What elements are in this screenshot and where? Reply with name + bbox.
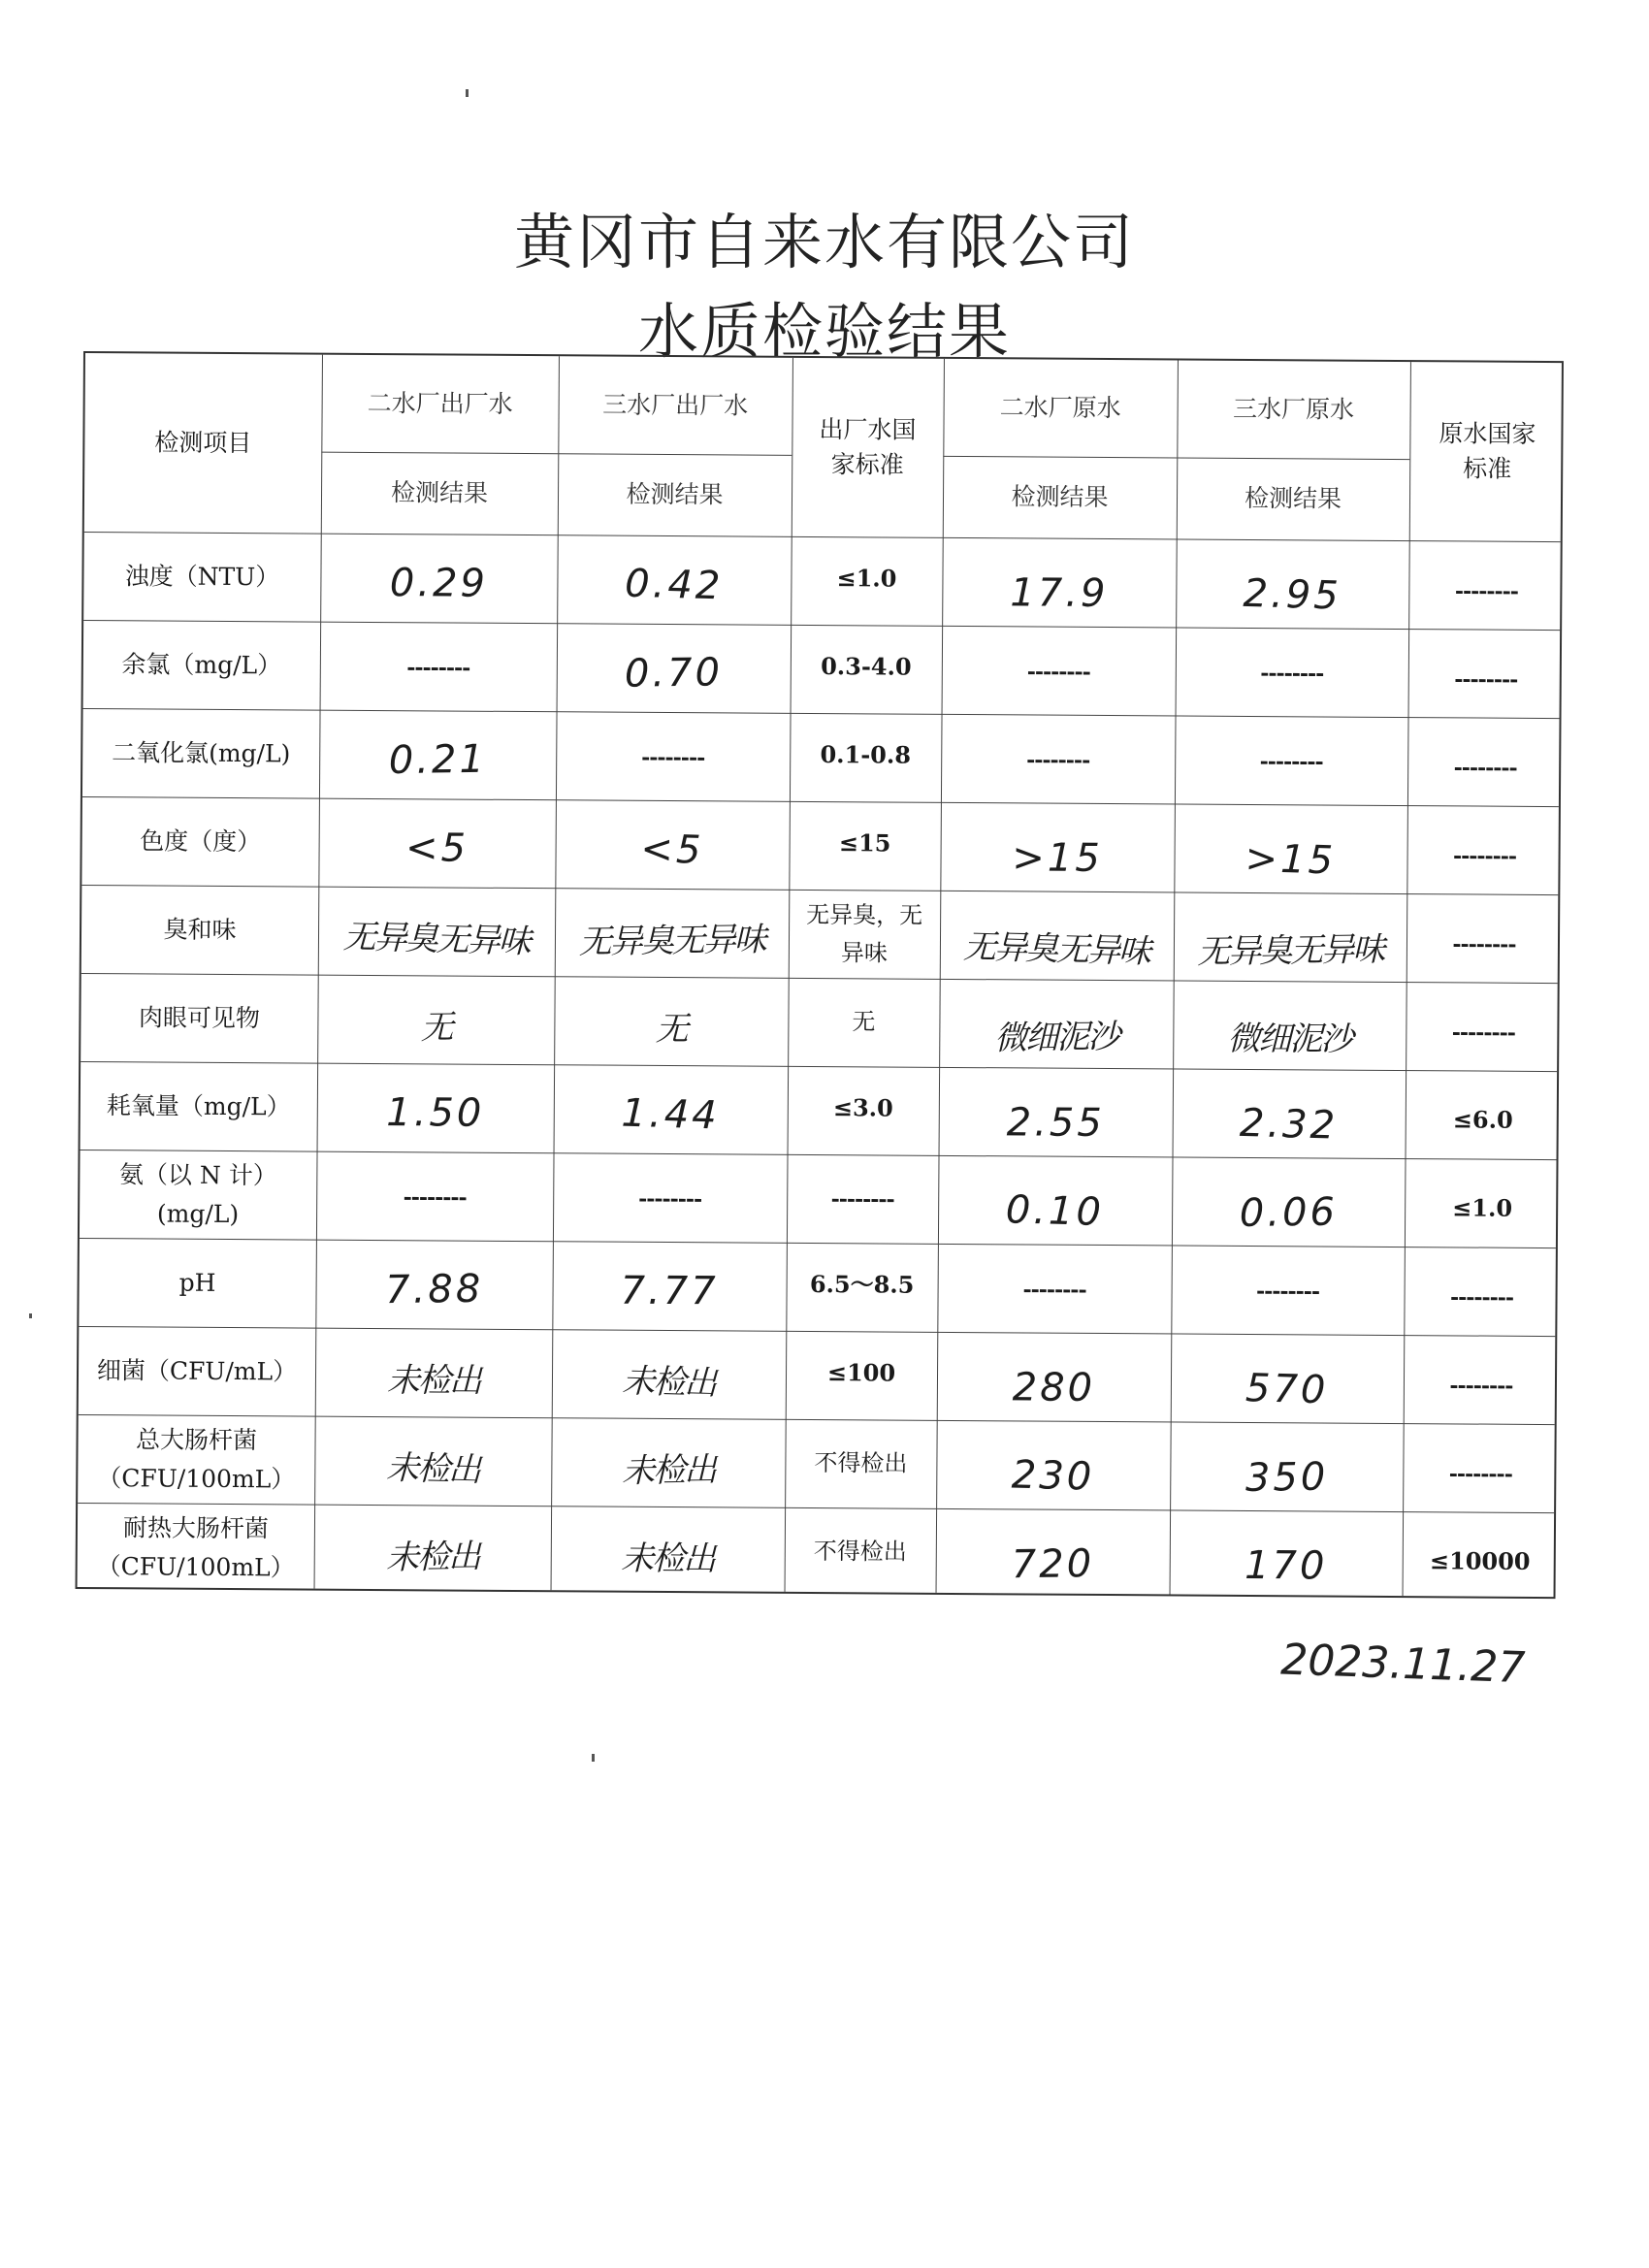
report-title: 水质检验结果 xyxy=(637,296,1011,367)
standard-value: 无异臭，无异味 xyxy=(806,901,923,967)
raw-standard-value: -------- xyxy=(1452,930,1516,957)
header-raw-standard: 原水国家标准 xyxy=(1439,419,1536,483)
row-label: 浊度（NTU） xyxy=(124,561,280,591)
row-label: 色度（度） xyxy=(140,826,262,856)
header-result-sub: 检测结果 xyxy=(390,477,489,507)
cell-dash: -------- xyxy=(1259,749,1323,775)
handwritten-value: <5 xyxy=(639,826,705,873)
handwritten-value: 微细泥沙 xyxy=(993,1017,1119,1058)
handwritten-value: 0.06 xyxy=(1239,1189,1339,1236)
header-item: 检测项目 xyxy=(154,428,252,458)
standard-value: 不得检出 xyxy=(813,1538,907,1566)
header-out-standard: 出厂水国家标准 xyxy=(819,414,917,479)
raw-standard-value: ≤6.0 xyxy=(1452,1105,1513,1135)
handwritten-value: 0.10 xyxy=(1005,1186,1105,1235)
cell-dash: -------- xyxy=(638,1185,702,1213)
handwritten-value: 720 xyxy=(1011,1540,1095,1587)
water-quality-table xyxy=(76,351,1564,1599)
handwritten-value: 未检出 xyxy=(621,1539,715,1579)
handwritten-value: 17.9 xyxy=(1010,569,1109,616)
scan-speck xyxy=(29,1313,32,1318)
standard-value: ≤3.0 xyxy=(832,1093,893,1122)
handwritten-value: 0.29 xyxy=(389,560,489,606)
handwritten-value: 170 xyxy=(1244,1542,1328,1589)
standard-value: ≤15 xyxy=(838,828,891,858)
row-label: 耗氧量（mg/L） xyxy=(106,1090,291,1120)
raw-standard-value: -------- xyxy=(1453,754,1517,781)
handwritten-value: 未检出 xyxy=(621,1361,716,1404)
handwritten-value: 0.70 xyxy=(624,649,724,697)
standard-value: -------- xyxy=(830,1185,894,1213)
cell-dash: -------- xyxy=(1026,659,1090,685)
header-plant2-out: 二水厂出厂水 xyxy=(367,388,513,418)
raw-standard-value: -------- xyxy=(1449,1283,1514,1311)
row-label: 耐热大肠杆菌（CFU/100mL） xyxy=(96,1512,295,1581)
header-plant3-out: 三水厂出厂水 xyxy=(602,390,749,420)
handwritten-value: 280 xyxy=(1012,1364,1096,1410)
cell-dash: -------- xyxy=(1260,661,1324,687)
handwritten-value: 无异臭无异味 xyxy=(578,920,765,962)
handwritten-value: 2.95 xyxy=(1242,570,1342,619)
row-label: 二氧化氯(mg/L) xyxy=(112,737,291,767)
row-label: 臭和味 xyxy=(163,915,237,944)
cell-dash: -------- xyxy=(641,744,705,771)
handwritten-value: 7.77 xyxy=(620,1268,719,1313)
row-label: pH xyxy=(178,1268,216,1297)
row-label: 肉眼可见物 xyxy=(138,1002,261,1032)
handwritten-value: 无 xyxy=(655,1009,688,1050)
handwritten-value: 230 xyxy=(1011,1451,1095,1500)
standard-value: 不得检出 xyxy=(814,1449,908,1477)
handwritten-value: 无异臭无异味 xyxy=(962,927,1150,972)
handwritten-value: 2.55 xyxy=(1006,1099,1105,1146)
raw-standard-value: ≤10000 xyxy=(1429,1546,1531,1576)
handwritten-value: 7.88 xyxy=(384,1266,484,1312)
handwritten-value: 无异臭无异味 xyxy=(1196,929,1384,972)
raw-standard-value: -------- xyxy=(1448,1460,1512,1487)
handwritten-value: 未检出 xyxy=(621,1450,716,1491)
raw-standard-value: -------- xyxy=(1452,842,1517,869)
raw-standard-value: -------- xyxy=(1454,577,1518,604)
header-result-sub: 检测结果 xyxy=(1011,482,1109,511)
handwritten-value: >15 xyxy=(1012,834,1103,881)
handwritten-value: 0.42 xyxy=(624,561,724,608)
handwritten-value: 570 xyxy=(1245,1365,1329,1412)
standard-value: 6.5～8.5 xyxy=(809,1269,915,1299)
row-label: 氨（以 N 计）(mg/L) xyxy=(118,1159,277,1228)
cell-dash: -------- xyxy=(1255,1279,1320,1305)
standard-value: 0.3-4.0 xyxy=(821,652,912,681)
handwritten-value: 无异臭无异味 xyxy=(342,917,531,962)
cell-dash: -------- xyxy=(406,655,470,681)
cell-dash: -------- xyxy=(1026,747,1090,773)
handwritten-value: 未检出 xyxy=(385,1537,480,1578)
header-plant3-raw: 三水厂原水 xyxy=(1233,394,1355,424)
row-label: 细菌（CFU/mL） xyxy=(96,1355,298,1385)
header-result-sub: 检测结果 xyxy=(626,479,724,509)
scan-speck xyxy=(466,89,469,97)
header-plant2-raw: 二水厂原水 xyxy=(999,393,1121,422)
cell-dash: -------- xyxy=(1022,1277,1086,1303)
cell-dash: -------- xyxy=(403,1184,467,1211)
raw-standard-value: ≤1.0 xyxy=(1452,1193,1513,1223)
standard-value: 无 xyxy=(852,1008,876,1036)
handwritten-value: 1.50 xyxy=(386,1089,485,1136)
handwritten-value: 0.21 xyxy=(388,736,488,783)
handwritten-value: 未检出 xyxy=(386,1361,481,1401)
raw-standard-value: -------- xyxy=(1451,1019,1515,1046)
handwritten-date: 2023.11.27 xyxy=(1279,1635,1527,1694)
handwritten-value: 2.32 xyxy=(1239,1100,1339,1149)
handwritten-value: 无 xyxy=(420,1008,452,1048)
row-label: 余氯（mg/L） xyxy=(121,649,282,679)
handwritten-value: 未检出 xyxy=(385,1448,480,1490)
raw-standard-value: -------- xyxy=(1454,665,1518,693)
standard-value: 0.1-0.8 xyxy=(820,740,912,769)
raw-standard-value: -------- xyxy=(1449,1372,1513,1399)
standard-value: ≤1.0 xyxy=(836,564,897,593)
handwritten-value: 1.44 xyxy=(621,1090,721,1138)
handwritten-value: 350 xyxy=(1245,1454,1329,1501)
header-result-sub: 检测结果 xyxy=(1244,483,1342,513)
handwritten-value: 微细泥沙 xyxy=(1227,1019,1352,1059)
standard-value: ≤100 xyxy=(826,1358,896,1387)
scan-speck xyxy=(592,1754,595,1762)
handwritten-value: >15 xyxy=(1244,835,1337,884)
company-name: 黄冈市自来水有限公司 xyxy=(513,207,1135,277)
handwritten-value: <5 xyxy=(404,825,469,871)
row-label: 总大肠杆菌（CFU/100mL） xyxy=(97,1424,296,1493)
